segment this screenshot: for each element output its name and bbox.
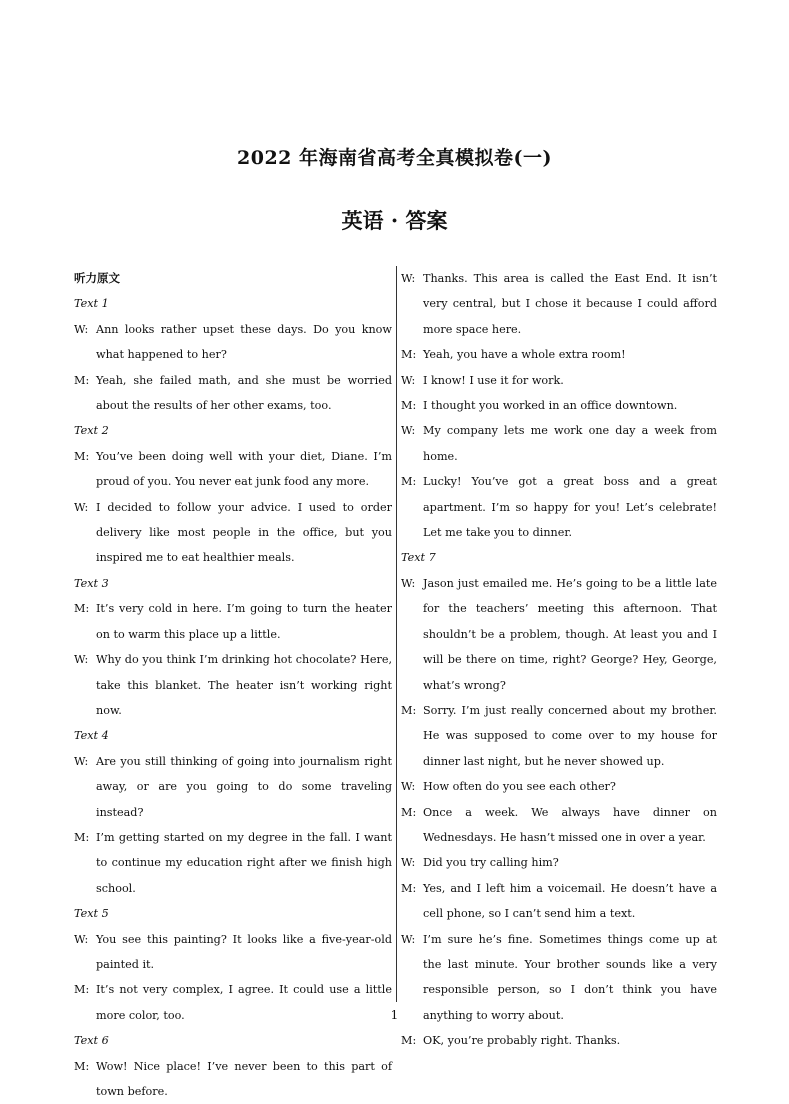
page-number: 1 [390,1008,399,1022]
dialogue-line [401,800,717,851]
dialogue-line [401,393,717,418]
speaker-label: M: [74,449,90,463]
utterance: Thanks. This area is called the East End. It isn’t very central, but I chose it because I could afford more space here. [423,272,717,336]
speaker-label: M: [401,348,417,362]
speaker-label: M: [74,373,90,387]
speaker-label: W: [401,932,416,946]
utterance: Lucky! You’ve got a great boss and a great apartment. I’m so happy for you! Let’s celebrate! Let me take you to dinner. [423,475,717,540]
text-label: Text 6 [74,1034,109,1048]
speaker-label: W: [401,856,416,870]
speaker-label: M: [401,805,417,819]
speaker-label: W: [401,424,416,438]
speaker-label: W: [74,322,89,336]
left-column [74,266,392,1104]
dialogue-line [401,850,717,875]
speaker-label: M: [74,830,90,844]
speaker-label: W: [401,373,416,387]
column-divider [396,266,397,1002]
dialogue-line [401,876,717,927]
utterance: Yeah, you have a whole extra room! [423,348,626,362]
dialogue-line [401,266,717,342]
text-label: Text 4 [74,729,109,743]
dialogue-line [401,571,717,698]
speaker-label: M: [74,1059,90,1073]
speaker-label: W: [74,653,89,667]
dialogue-line [401,698,717,774]
utterance: You see this painting? It looks like a five-year-old painted it. [96,932,392,971]
text-label: Text 2 [74,424,109,438]
dialogue-line [74,825,392,901]
speaker-label: W: [401,576,416,590]
dialogue-line [74,444,392,495]
speaker-label: W: [74,754,89,768]
speaker-label: W: [74,932,89,946]
utterance: Wow! Nice place! I’ve never been to this part of town before. [96,1059,392,1098]
dialogue-line [74,368,392,419]
page-title: 2022 年海南省高考全真模拟卷(一) [237,147,552,169]
dialogue-line [74,495,392,571]
speaker-label: M: [401,1034,417,1048]
page-subtitle: 英语 · 答案 [341,208,448,233]
utterance: It’s not very complex, I agree. It could use a little more color, too. [96,983,392,1022]
utterance: How often do you see each other? [423,780,616,794]
text-label: Text 3 [74,576,109,590]
dialogue-line [401,774,717,799]
utterance: You’ve been doing well with your diet, Diane. I’m proud of you. You never eat junk food any more. [96,449,392,489]
utterance: Why do you think I’m drinking hot chocolate? Here, take this blanket. The heater isn’t working right now. [96,653,392,717]
utterance: I know! I use it for work. [423,373,564,387]
speaker-label: W: [401,272,416,285]
utterance: Yes, and I left him a voicemail. He doesn’t have a cell phone, so I can’t send him a text. [423,881,717,921]
speaker-label: M: [401,881,417,895]
text-label: Text 1 [74,297,109,311]
dialogue-line [401,469,717,545]
utterance: I’m sure he’s fine. Sometimes things come up at the last minute. Your brother sounds like a very responsible person, so I don’t think you have anything to worry about. [423,932,717,1022]
utterance: Yeah, she failed math, and she must be worried about the results of her other exams, too. [96,373,392,413]
utterance: I’m getting started on my degree in the fall. I want to continue my education right after we finish high school. [96,830,392,895]
utterance: I thought you worked in an office downtown. [423,399,678,413]
dialogue-line [74,927,392,978]
dialogue-line [74,1054,392,1104]
utterance: Are you still thinking of going into journalism right away, or are you going to do some traveling instead? [96,754,392,819]
speaker-label: M: [401,399,417,413]
dialogue-line [401,1028,717,1053]
dialogue-line [74,596,392,647]
utterance: Once a week. We always have dinner on Wednesdays. He hasn’t missed one in over a year. [423,805,717,844]
right-column [401,266,717,1054]
text-label: Text 7 [401,551,436,565]
speaker-label: M: [74,602,90,616]
dialogue-line [74,647,392,723]
dialogue-line [401,368,717,393]
dialogue-line [74,317,392,368]
dialogue-line [401,342,717,367]
speaker-label: W: [74,500,89,514]
dialogue-line [74,749,392,825]
utterance: Sorry. I’m just really concerned about my brother. He was supposed to come over to my house for dinner last night, but he never showed up. [423,703,717,768]
section-heading: 听力原文 [74,271,120,285]
utterance: OK, you’re probably right. Thanks. [423,1034,621,1048]
utterance: Did you try calling him? [423,856,559,870]
utterance: I decided to follow your advice. I used to order delivery like most people in the office, but you inspired me to eat healthier meals. [96,500,392,565]
speaker-label: M: [74,983,90,997]
dialogue-line [401,418,717,469]
speaker-label: M: [401,475,417,489]
text-label: Text 5 [74,907,109,921]
utterance: My company lets me work one day a week from home. [423,424,717,463]
speaker-label: M: [401,703,417,717]
utterance: Jason just emailed me. He’s going to be a little late for the teachers’ meeting this afternoon. That shouldn’t be a problem, though. At least you and I will be there on time, right? George? Hey, George, what’s wrong? [423,576,717,692]
utterance: Ann looks rather upset these days. Do you know what happened to her? [96,322,392,362]
speaker-label: W: [401,780,416,794]
utterance: It’s very cold in here. I’m going to turn the heater on to warm this place up a little. [96,602,392,641]
